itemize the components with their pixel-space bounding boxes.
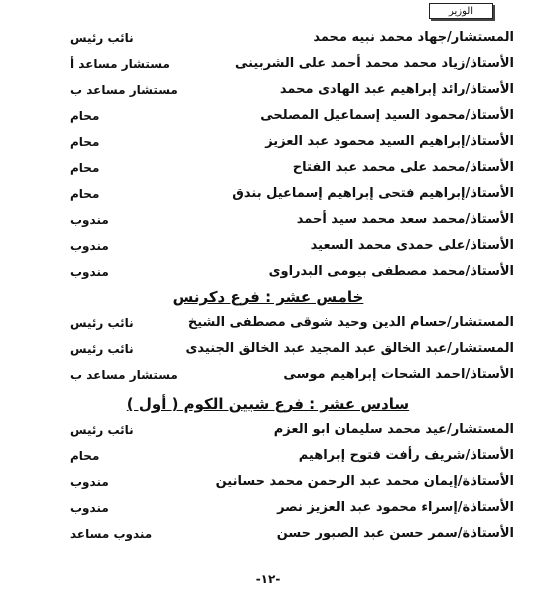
list-item: [0, 470, 536, 494]
list-item: [0, 130, 536, 154]
person-name: الأستاذ/احمد الشحات إبراهيم موسى: [283, 367, 514, 382]
list-item: [0, 444, 536, 468]
person-title: محام: [70, 187, 100, 201]
person-title: نائب رئيس: [70, 342, 134, 356]
person-title: مستشار مساعد ب: [70, 83, 178, 97]
person-name: الأستاذ/على حمدى محمد السعيد: [310, 238, 514, 253]
list-item: [0, 104, 536, 128]
person-name: الأستاذ/محمد مصطفى بيومى البدراوى: [268, 264, 514, 279]
person-name: الأستاذ/محمد على محمد عبد الفتاح: [292, 160, 514, 175]
list-item: [0, 182, 536, 206]
person-name: الأستاذة/إسراء محمود عبد العزيز نصر: [277, 500, 514, 515]
person-name: الأستاذ/زياد محمد محمد أحمد على الشربينى: [234, 56, 514, 71]
person-title: مندوب: [70, 475, 109, 489]
person-title: مندوب مساعد: [70, 527, 153, 541]
person-title: محام: [70, 449, 100, 463]
person-name: الأستاذ/محمود السيد إسماعيل المصلحى: [260, 108, 514, 123]
person-title: مستشار مساعد ب: [70, 368, 178, 382]
section-heading-text: سادس عشر : فرع شبين الكوم ( أول ): [126, 395, 410, 413]
list-item: [0, 52, 536, 76]
person-title: نائب رئيس: [70, 423, 134, 437]
person-title: مندوب: [70, 265, 109, 279]
person-name: الأستاذة/إيمان محمد عبد الرحمن محمد حسانين: [215, 474, 514, 489]
person-name: المستشار/حسام الدين وحيد شوقى مصطفى الشيخ: [187, 315, 514, 330]
section-heading: [0, 284, 536, 310]
list-item: [0, 496, 536, 520]
person-title: مندوب: [70, 501, 109, 515]
person-title: مندوب: [70, 213, 109, 227]
list-item: [0, 418, 536, 442]
person-title: محام: [70, 109, 100, 123]
list-item: [0, 260, 536, 284]
person-name: الأستاذ/شريف رأفت فتوح إبراهيم: [298, 448, 514, 463]
list-item: [0, 26, 536, 50]
person-title: مندوب: [70, 239, 109, 253]
section-heading-text: خامس عشر : فرع دكرنس: [172, 288, 364, 306]
list-item: [0, 156, 536, 180]
person-title: نائب رئيس: [70, 31, 134, 45]
person-name: المستشار/عيد محمد سليمان ابو العزم: [273, 422, 514, 437]
person-name: المستشار/عبد الخالق عبد المجيد عبد الخالق الجنيدى: [185, 341, 514, 356]
page-number: -١٢-: [255, 572, 281, 586]
list-item: [0, 234, 536, 258]
section-heading: [0, 391, 536, 417]
person-name: الأستاذ/رائد إبراهيم عبد الهادى محمد: [279, 82, 514, 97]
person-name: الأستاذ/إبراهيم السيد محمود عبد العزيز: [265, 134, 514, 149]
person-name: الأستاذ/محمد سعد محمد سيد أحمد: [296, 212, 514, 227]
person-name: الأستاذ/إبراهيم فتحى إبراهيم إسماعيل بندق: [232, 186, 514, 201]
person-title: محام: [70, 135, 100, 149]
person-title: نائب رئيس: [70, 316, 134, 330]
list-item: [0, 78, 536, 102]
person-title: محام: [70, 161, 100, 175]
list-item: [0, 337, 536, 361]
person-name: المستشار/جهاد محمد نبيه محمد: [313, 30, 514, 45]
list-item: [0, 363, 536, 387]
list-item: [0, 208, 536, 232]
minister-stamp: الوزير: [429, 3, 493, 19]
person-title: مستشار مساعد أ: [70, 57, 170, 71]
list-item: [0, 311, 536, 335]
list-item: [0, 522, 536, 546]
person-name: الأستاذة/سمر حسن عبد الصبور حسن: [276, 526, 514, 541]
